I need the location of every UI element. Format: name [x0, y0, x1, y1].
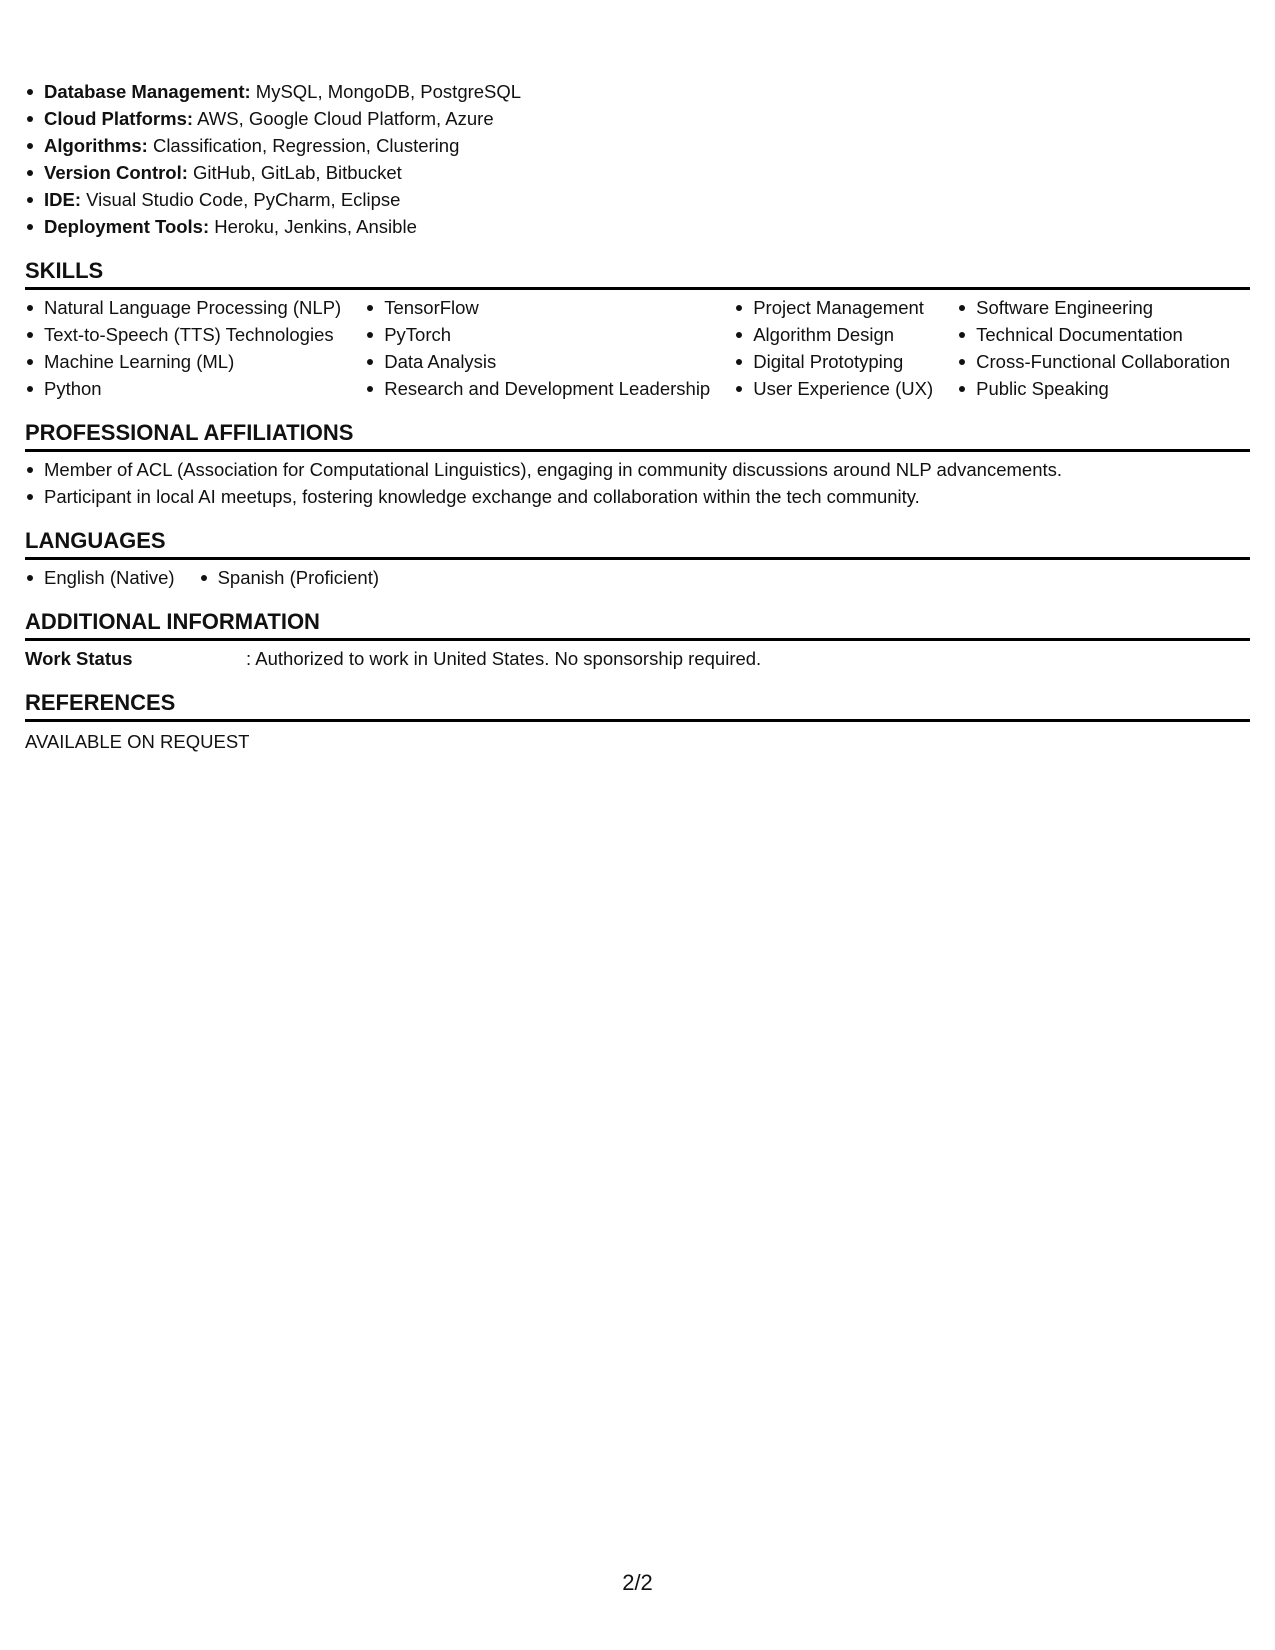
list-item: Participant in local AI meetups, fostering knowledge exchange and collaboration within the tech community.: [25, 483, 1250, 510]
skill-category-value: Visual Studio Code, PyCharm, Eclipse: [81, 189, 401, 210]
list-item: Public Speaking: [957, 375, 1230, 402]
list-item: Project Management: [734, 294, 933, 321]
list-item: [25, 159, 1250, 186]
skills-section: [25, 256, 1250, 402]
work-status-label: Work Status: [25, 648, 133, 669]
languages-section: [25, 526, 1250, 591]
technical-skills-list: [25, 78, 1250, 240]
additional-info-section: [25, 607, 1250, 672]
section-heading: ADDITIONAL INFORMATION: [25, 607, 1250, 641]
list-item: Technical Documentation: [957, 321, 1230, 348]
page-number: 2/2: [622, 1570, 653, 1595]
section-heading: PROFESSIONAL AFFILIATIONS: [25, 418, 1250, 452]
skills-column-4: [957, 294, 1230, 402]
list-item: PyTorch: [365, 321, 710, 348]
list-item: Spanish (Proficient): [199, 564, 379, 591]
skills-column-1: [25, 294, 341, 402]
list-item: Text-to-Speech (TTS) Technologies: [25, 321, 341, 348]
skill-category-label: Deployment Tools:: [44, 216, 210, 237]
languages-list: [25, 564, 1250, 591]
skill-category-label: Cloud Platforms:: [44, 108, 194, 129]
list-item: Member of ACL (Association for Computational Linguistics), engaging in community discussions around NLP advancements.: [25, 456, 1250, 483]
list-item: Cross-Functional Collaboration: [957, 348, 1230, 375]
skills-column-3: [734, 294, 933, 402]
list-item: TensorFlow: [365, 294, 710, 321]
list-item: Algorithm Design: [734, 321, 933, 348]
list-item: User Experience (UX): [734, 375, 933, 402]
list-item: English (Native): [25, 564, 175, 591]
section-heading: LANGUAGES: [25, 526, 1250, 560]
list-item: [25, 132, 1250, 159]
work-status-value: : Authorized to work in United States. No sponsorship required.: [246, 648, 762, 669]
resume-content: [25, 78, 1250, 755]
list-item: Natural Language Processing (NLP): [25, 294, 341, 321]
list-item: Digital Prototyping: [734, 348, 933, 375]
list-item: Research and Development Leadership: [365, 375, 710, 402]
list-item: Software Engineering: [957, 294, 1230, 321]
list-item: [25, 213, 1250, 240]
skill-category-label: Database Management:: [44, 81, 251, 102]
skill-category-label: IDE:: [44, 189, 81, 210]
list-item: [25, 78, 1250, 105]
skill-category-label: Algorithms:: [44, 135, 148, 156]
list-item: [25, 105, 1250, 132]
skills-column-2: [365, 294, 710, 402]
skill-category-value: MySQL, MongoDB, PostgreSQL: [250, 81, 522, 102]
list-item: Machine Learning (ML): [25, 348, 341, 375]
skill-category-value: GitHub, GitLab, Bitbucket: [187, 162, 402, 183]
skill-category-value: Heroku, Jenkins, Ansible: [209, 216, 417, 237]
skill-category-value: AWS, Google Cloud Platform, Azure: [193, 108, 494, 129]
list-item: Data Analysis: [365, 348, 710, 375]
references-section: [25, 688, 1250, 755]
references-text: AVAILABLE ON REQUEST: [25, 731, 250, 752]
list-item: [25, 186, 1250, 213]
skill-category-value: Classification, Regression, Clustering: [147, 135, 460, 156]
skills-columns: [25, 294, 1250, 402]
work-status-row: [25, 645, 1250, 672]
list-item: Python: [25, 375, 341, 402]
skill-category-label: Version Control:: [44, 162, 188, 183]
section-heading: REFERENCES: [25, 688, 1250, 722]
affiliations-list: [25, 456, 1250, 510]
section-heading: SKILLS: [25, 256, 1250, 290]
affiliations-section: [25, 418, 1250, 510]
